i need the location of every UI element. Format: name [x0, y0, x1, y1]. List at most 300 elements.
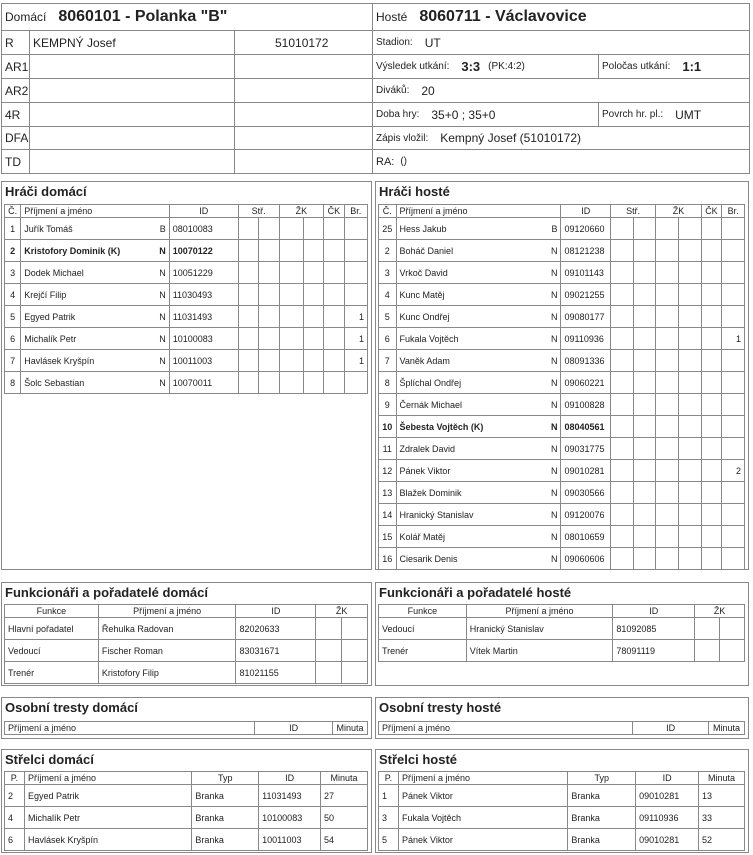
column-header: Funkce — [5, 605, 99, 618]
result-value: 3:3 — [461, 59, 481, 74]
player-yellow-card — [303, 306, 323, 328]
player-yellow-card — [656, 504, 679, 526]
player-yellow-card — [303, 218, 323, 240]
table-row — [5, 218, 368, 240]
player-number: 7 — [379, 350, 397, 372]
player-goals-extra — [259, 284, 279, 306]
player-goalkeeper-goals — [722, 284, 745, 306]
scorer-name: Pánek Viktor — [398, 829, 567, 851]
player-yellow-card — [656, 218, 679, 240]
player-name-cell — [21, 306, 169, 328]
player-id: 09100828 — [561, 394, 610, 416]
player-yellow-card — [279, 262, 303, 284]
home-players-table — [4, 204, 368, 394]
official-id: 51010172 — [234, 31, 372, 54]
column-header: ŽK — [279, 205, 324, 218]
player-goalkeeper-goals — [722, 262, 745, 284]
column-header: Minuta — [709, 722, 745, 735]
player-yellow-card — [303, 328, 323, 350]
surface-value: UMT — [675, 107, 702, 122]
halftime-label: Poločas utkání: — [602, 61, 671, 72]
player-goals — [238, 240, 258, 262]
table-row — [379, 548, 745, 570]
player-goals-extra — [259, 372, 279, 394]
player-yellow-card — [303, 284, 323, 306]
player-id: 09021255 — [561, 284, 610, 306]
player-name-cell — [396, 460, 561, 482]
table-row — [5, 240, 368, 262]
official-function: Trenér — [5, 662, 99, 684]
player-goals-extra — [633, 460, 656, 482]
table-row — [379, 526, 745, 548]
table-row — [379, 284, 745, 306]
player-goals-extra — [633, 218, 656, 240]
player-number: 6 — [5, 328, 21, 350]
player-yellow-card — [656, 328, 679, 350]
result-row — [373, 55, 749, 79]
table-row — [379, 416, 745, 438]
column-header: ŽK — [695, 605, 745, 618]
table-header-row — [379, 722, 745, 735]
official-id — [234, 127, 372, 149]
player-goals-extra — [633, 372, 656, 394]
table-row — [379, 504, 745, 526]
player-yellow-card — [656, 372, 679, 394]
player-yellow-card — [656, 548, 679, 570]
official-name: Fischer Roman — [98, 640, 236, 662]
player-id: 09031775 — [561, 438, 610, 460]
player-name: Černák Michael — [399, 399, 463, 410]
halftime-cell — [598, 55, 749, 78]
table-row — [5, 262, 368, 284]
player-name: Michalík Petr — [24, 333, 77, 344]
player-goals-extra — [633, 262, 656, 284]
column-header: ID — [561, 205, 610, 218]
scorer-type: Branka — [192, 785, 259, 807]
player-red-card — [701, 350, 722, 372]
player-number: 6 — [379, 328, 397, 350]
scorer-id: 10011003 — [259, 829, 321, 851]
scorer-type: Branka — [192, 807, 259, 829]
section-title: Osobní tresty hosté — [379, 700, 502, 715]
table-row — [5, 618, 368, 640]
column-header: Příjmení a jméno — [466, 605, 613, 618]
player-goalkeeper-goals — [722, 482, 745, 504]
player-name-cell — [396, 240, 561, 262]
player-yellow-card — [678, 482, 701, 504]
scorer-name: Pánek Viktor — [398, 785, 567, 807]
player-goals — [610, 504, 633, 526]
table-row — [5, 662, 368, 684]
surface-cell — [598, 103, 749, 126]
player-name: Vrkoč David — [399, 267, 448, 278]
player-goalkeeper-goals — [722, 218, 745, 240]
player-yellow-card — [279, 284, 303, 306]
player-yellow-card — [656, 284, 679, 306]
table-header-row — [5, 722, 368, 735]
player-red-card — [701, 262, 722, 284]
player-goalkeeper-goals: 1 — [344, 306, 367, 328]
scorer-minute: 13 — [699, 785, 745, 807]
table-header-row — [379, 605, 745, 618]
player-number: 15 — [379, 526, 397, 548]
table-row — [379, 640, 745, 662]
recorder-cell — [373, 127, 581, 149]
player-id: 11031493 — [169, 306, 238, 328]
player-red-card — [701, 306, 722, 328]
home-label: Domácí — [5, 10, 47, 24]
scorer-order: 2 — [5, 785, 25, 807]
player-goals-extra — [633, 504, 656, 526]
section-title: Hráči hosté — [379, 184, 450, 199]
player-goals-extra — [633, 482, 656, 504]
player-goalkeeper-goals — [344, 262, 367, 284]
result-label: Výsledek utkání: — [376, 61, 450, 72]
ra-row — [373, 150, 749, 173]
scorer-order: 1 — [379, 785, 399, 807]
player-yellow-card — [279, 240, 303, 262]
official-function: Hlavní pořadatel — [5, 618, 99, 640]
stadium-value: UT — [424, 35, 441, 50]
player-yellow-card — [678, 416, 701, 438]
away-officials-body — [379, 618, 745, 662]
home-team-row — [2, 4, 372, 31]
table-row — [379, 372, 745, 394]
away-team-name: 8060711 - Václavovice — [419, 8, 587, 25]
player-red-card — [701, 548, 722, 570]
player-goals — [610, 306, 633, 328]
table-row — [5, 640, 368, 662]
player-goals-extra — [633, 240, 656, 262]
player-name-cell — [21, 350, 169, 372]
player-type: N — [159, 289, 166, 300]
home-scorers-body — [5, 785, 368, 851]
official-name — [29, 103, 234, 126]
table-header-row — [5, 605, 368, 618]
home-players-section — [1, 181, 372, 570]
official-row — [2, 103, 372, 127]
table-row — [379, 829, 745, 851]
player-goalkeeper-goals — [722, 240, 745, 262]
player-goals — [238, 218, 258, 240]
player-red-card — [701, 482, 722, 504]
ra-label: RA: — [376, 155, 395, 168]
home-officials-table — [4, 604, 368, 684]
official-role: R — [5, 35, 14, 50]
duration-label: Doba hry: — [376, 109, 420, 120]
table-row — [379, 438, 745, 460]
official-id: 78091119 — [613, 640, 695, 662]
player-goalkeeper-goals — [344, 284, 367, 306]
recorder-label: Zápis vložil: — [376, 132, 429, 144]
player-yellow-card — [678, 372, 701, 394]
player-type: N — [550, 399, 558, 410]
player-number: 8 — [5, 372, 21, 394]
player-id: 10070011 — [169, 372, 238, 394]
table-row — [5, 785, 368, 807]
player-goals — [610, 372, 633, 394]
away-team-cell — [373, 4, 587, 30]
official-role: AR2 — [5, 83, 29, 98]
home-scorers-table — [4, 771, 368, 851]
spectators-label: Diváků: — [376, 85, 410, 96]
player-id: 09060221 — [561, 372, 610, 394]
column-header: ID — [636, 772, 699, 785]
player-yellow-card — [678, 284, 701, 306]
official-function: Vedoucí — [379, 618, 467, 640]
player-type: B — [159, 223, 166, 234]
player-id: 09010281 — [561, 460, 610, 482]
player-yellow-card — [678, 218, 701, 240]
player-yellow-card — [656, 262, 679, 284]
scorer-minute: 27 — [321, 785, 368, 807]
official-name: KEMPNÝ Josef — [29, 31, 234, 54]
player-id: 08091336 — [561, 350, 610, 372]
scorer-minute: 54 — [321, 829, 368, 851]
player-name: Havlásek Kryšpín — [24, 355, 95, 366]
player-yellow-card — [678, 504, 701, 526]
stadium-cell — [373, 31, 441, 54]
player-red-card — [701, 284, 722, 306]
scorer-type: Branka — [568, 829, 636, 851]
player-goals-extra — [633, 328, 656, 350]
official-name: Vítek Martin — [466, 640, 613, 662]
player-number: 5 — [5, 306, 21, 328]
table-row — [379, 306, 745, 328]
player-name: Vaněk Adam — [399, 355, 450, 366]
player-goalkeeper-goals — [722, 526, 745, 548]
player-name-cell — [21, 240, 169, 262]
player-goals — [238, 372, 258, 394]
ra-value: () — [400, 156, 408, 167]
player-yellow-card — [656, 306, 679, 328]
scorer-id: 11031493 — [259, 785, 321, 807]
player-yellow-card — [279, 218, 303, 240]
player-type: N — [550, 333, 558, 344]
player-name-cell — [396, 328, 561, 350]
player-red-card — [324, 372, 344, 394]
player-yellow-card — [303, 262, 323, 284]
table-row — [5, 284, 368, 306]
player-name: Ciesarik Denis — [399, 553, 458, 564]
player-red-card — [324, 284, 344, 306]
scorer-name: Michalík Petr — [24, 807, 191, 829]
player-red-card — [701, 460, 722, 482]
player-name-cell — [396, 284, 561, 306]
player-type: N — [550, 421, 558, 432]
player-name-cell — [21, 372, 169, 394]
official-role: DFA — [5, 131, 29, 145]
player-id: 08121238 — [561, 240, 610, 262]
official-id: 82020633 — [236, 618, 316, 640]
player-id: 11030493 — [169, 284, 238, 306]
column-header: ŽK — [656, 205, 701, 218]
official-yellow-card — [342, 640, 368, 662]
player-red-card — [701, 240, 722, 262]
player-name: Kristofory Dominik (K) — [24, 245, 121, 256]
player-name: Egyed Patrik — [24, 311, 76, 322]
player-red-card — [324, 262, 344, 284]
player-id: 09120660 — [561, 218, 610, 240]
player-goals — [238, 306, 258, 328]
away-penalties-table — [378, 721, 745, 735]
scorer-id: 09010281 — [636, 829, 699, 851]
player-yellow-card — [678, 548, 701, 570]
column-header: Stř. — [610, 205, 655, 218]
player-yellow-card — [656, 460, 679, 482]
player-goals-extra — [259, 240, 279, 262]
player-red-card — [324, 240, 344, 262]
player-number: 14 — [379, 504, 397, 526]
player-number: 11 — [379, 438, 397, 460]
player-id: 10100083 — [169, 328, 238, 350]
column-header: Typ — [568, 772, 636, 785]
official-name — [29, 55, 234, 78]
player-yellow-card — [678, 526, 701, 548]
player-goalkeeper-goals — [722, 350, 745, 372]
scorer-order: 4 — [5, 807, 25, 829]
official-id — [234, 79, 372, 102]
player-name: Dodek Michael — [24, 267, 84, 278]
table-row — [5, 328, 368, 350]
player-yellow-card — [303, 350, 323, 372]
column-header: ID — [259, 772, 321, 785]
player-goals — [610, 438, 633, 460]
player-goals — [610, 394, 633, 416]
scorer-order: 5 — [379, 829, 399, 851]
table-header-row — [5, 205, 368, 218]
table-header-row — [379, 772, 745, 785]
player-goals — [610, 240, 633, 262]
table-row — [379, 262, 745, 284]
player-red-card — [701, 218, 722, 240]
player-yellow-card — [279, 306, 303, 328]
away-scorers-body — [379, 785, 745, 851]
official-yellow-card — [695, 640, 720, 662]
official-row — [2, 79, 372, 103]
away-players-table — [378, 204, 745, 570]
player-id: 09080177 — [561, 306, 610, 328]
player-yellow-card — [279, 372, 303, 394]
column-header: Příjmení a jméno — [21, 205, 169, 218]
table-row — [379, 618, 745, 640]
player-name-cell — [21, 284, 169, 306]
official-name — [29, 150, 234, 173]
player-goals — [610, 284, 633, 306]
table-row — [379, 350, 745, 372]
duration-row — [373, 103, 749, 127]
player-name: Šplíchal Ondřej — [399, 377, 462, 388]
player-type: N — [159, 377, 166, 388]
player-goalkeeper-goals — [722, 372, 745, 394]
official-id — [234, 55, 372, 78]
player-id: 09060606 — [561, 548, 610, 570]
player-name-cell — [396, 262, 561, 284]
player-red-card — [701, 526, 722, 548]
table-row — [379, 482, 745, 504]
official-id: 83031671 — [236, 640, 316, 662]
home-penalties-section — [1, 697, 372, 739]
column-header: Typ — [192, 772, 259, 785]
player-goals — [610, 548, 633, 570]
section-title: Funkcionáři a pořadatelé hosté — [379, 585, 572, 600]
column-header: ID — [255, 722, 333, 735]
player-goals-extra — [259, 262, 279, 284]
column-header: Příjmení a jméno — [379, 722, 633, 735]
official-yellow-card — [342, 618, 368, 640]
away-penalties-section — [375, 697, 749, 739]
player-goalkeeper-goals — [722, 548, 745, 570]
section-title: Funkcionáři a pořadatelé domácí — [5, 585, 208, 600]
stadium-row — [373, 31, 749, 55]
away-header-column — [373, 4, 749, 173]
scorer-order: 3 — [379, 807, 399, 829]
duration-cell — [373, 103, 598, 126]
official-row — [2, 31, 372, 55]
player-name-cell — [396, 482, 561, 504]
official-role: 4R — [5, 107, 21, 122]
player-number: 4 — [5, 284, 21, 306]
scorer-id: 09110936 — [636, 807, 699, 829]
official-yellow-card — [316, 662, 342, 684]
column-header: ID — [633, 722, 709, 735]
player-type: N — [550, 443, 558, 454]
column-header: Br. — [344, 205, 367, 218]
player-yellow-card — [279, 350, 303, 372]
spectators-row — [373, 79, 749, 103]
player-yellow-card — [678, 460, 701, 482]
player-yellow-card — [678, 394, 701, 416]
away-players-body — [379, 218, 745, 570]
recorder-value: Kempný Josef (51010172) — [440, 131, 582, 145]
surface-label: Povrch hr. pl.: — [602, 109, 664, 120]
player-type: N — [550, 487, 558, 498]
player-name: Šolc Sebastian — [24, 377, 85, 388]
away-players-section — [375, 181, 749, 570]
official-yellow-card — [342, 662, 368, 684]
away-team-row — [373, 4, 749, 31]
player-goalkeeper-goals: 1 — [344, 350, 367, 372]
column-header: ID — [236, 605, 316, 618]
player-id: 09101143 — [561, 262, 610, 284]
player-name: Hess Jakub — [399, 223, 447, 234]
player-yellow-card — [678, 262, 701, 284]
scorer-minute: 33 — [699, 807, 745, 829]
player-yellow-card — [303, 372, 323, 394]
away-label: Hosté — [376, 10, 408, 24]
home-team-cell — [2, 4, 227, 30]
player-type: N — [550, 509, 558, 520]
column-header: Příjmení a jméno — [398, 772, 567, 785]
player-name-cell — [396, 548, 561, 570]
home-scorers-section — [1, 749, 372, 853]
official-function: Vedoucí — [5, 640, 99, 662]
player-type: N — [159, 355, 166, 366]
player-name-cell — [396, 394, 561, 416]
column-header: ID — [613, 605, 695, 618]
scorer-minute: 50 — [321, 807, 368, 829]
player-number: 4 — [379, 284, 397, 306]
official-row — [2, 150, 372, 173]
player-type: N — [550, 531, 558, 542]
player-yellow-card — [678, 328, 701, 350]
official-yellow-card — [316, 618, 342, 640]
away-scorers-section — [375, 749, 749, 853]
player-name: Boháč Daniel — [399, 245, 454, 256]
player-goals — [610, 350, 633, 372]
column-header: Br. — [722, 205, 745, 218]
player-name: Kolář Matěj — [399, 531, 446, 542]
